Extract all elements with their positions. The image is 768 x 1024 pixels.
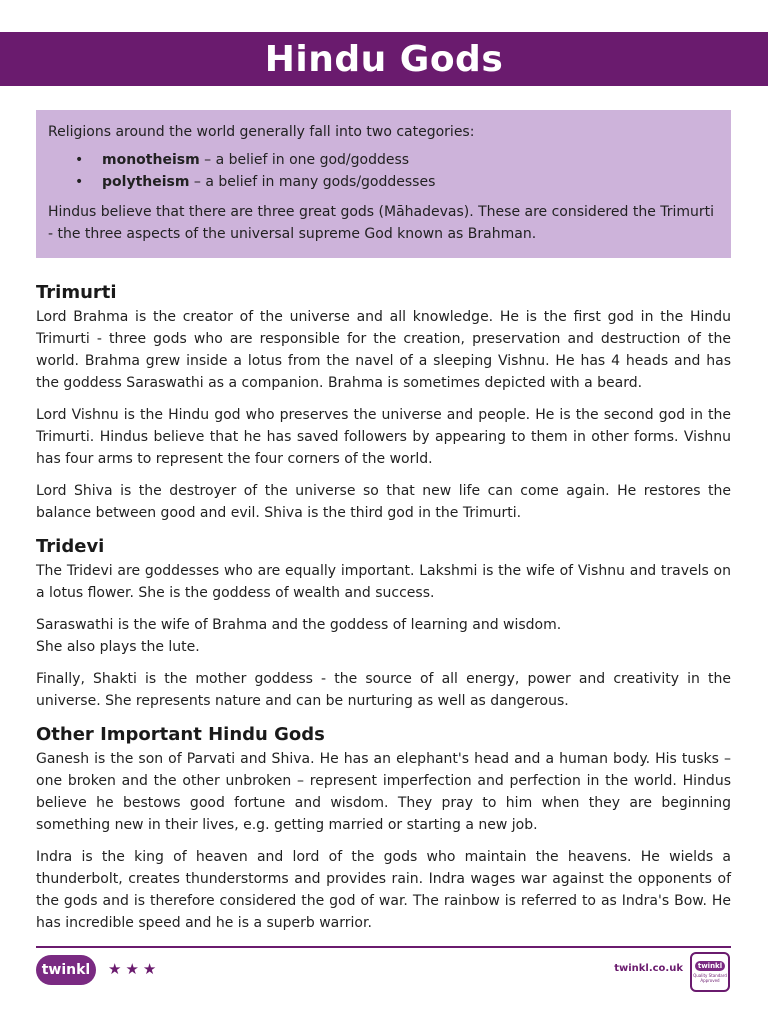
footer-divider — [36, 946, 731, 948]
paragraph-vishnu: Lord Vishnu is the Hindu god who preserves the universe and people. He is the second god in the Trimurti. Hindus believe that he has saved followers by appearing to them in other forms. Vishnu has four arms to represent the four corners of the world. — [36, 407, 731, 467]
page-title: Hindu Gods — [264, 38, 504, 80]
intro-lead: Religions around the world generally fall into two categories: — [48, 124, 475, 140]
paragraph-lakshmi: The Tridevi are goddesses who are equally important. Lakshmi is the wife of Vishnu and travels on a lotus flower. She is the goddess of wealth and success. — [36, 563, 731, 601]
star-icon: ★ — [108, 960, 122, 978]
badge-logo: twinkl — [695, 961, 725, 971]
twinkl-logo[interactable]: twinkl — [36, 955, 96, 985]
star-icon: ★ — [142, 960, 157, 978]
section-heading-tridevi: Tridevi — [36, 536, 105, 557]
intro-box — [36, 110, 731, 258]
definition-monotheism: – a belief in one god/goddess — [199, 152, 410, 168]
paragraph-ganesh: Ganesh is the son of Parvati and Shiva. He has an elephant's head and a human body. His tusks – one broken and the other unbroken – represent imperfection and perfection in the world. Hindus believe he bestows good fortune and wisdom. They pray to him when they are beginning something new in their lives, e.g. getting married or starting a new job. — [36, 751, 731, 833]
paragraph-saraswathi-lute: She also plays the lute. — [36, 639, 200, 655]
badge-caption: Quality Standard Approved — [693, 973, 727, 983]
difficulty-stars — [108, 960, 156, 978]
section-heading-trimurti: Trimurti — [36, 282, 117, 303]
term-polytheism: polytheism — [102, 174, 190, 190]
paragraph-brahma: Lord Brahma is the creator of the universe and all knowledge. He is the first god in the Hindu Trimurti - three gods who are responsible for the creation, preservation and destruction of the world. Brahma grew inside a lotus from the navel of a sleeping Vishnu. He has 4 heads and has the goddess Saraswathi as a companion. Brahma is sometimes depicted with a beard. — [36, 309, 731, 391]
list-item — [102, 149, 719, 171]
list-item — [102, 171, 719, 193]
term-monotheism: monotheism — [102, 152, 200, 168]
intro-summary: Hindus believe that there are three great gods (Māhadevas). These are considered the Trimurti - the three aspects of the universal supreme God known as Brahman. — [48, 204, 715, 242]
paragraph-shakti: Finally, Shakti is the mother goddess - the source of all energy, power and creativity in the universe. She represents nature and can be nurturing as well as dangerous. — [36, 671, 731, 709]
paragraph-indra: Indra is the king of heaven and lord of the gods who maintain the heavens. He wields a thunderbolt, creates thunderstorms and provides rain. Indra wages war against the opponents of the gods and is therefore considered the god of war. The rainbow is referred to as Indra's Bow. He has incredible speed and he is a superb warrior. — [36, 849, 731, 931]
star-icon: ★ — [125, 960, 139, 978]
section-heading-other-gods: Other Important Hindu Gods — [36, 724, 325, 745]
paragraph-shiva: Lord Shiva is the destroyer of the universe so that new life can come again. He restores the balance between good and evil. Shiva is the third god in the Trimurti. — [36, 483, 731, 521]
definition-polytheism: – a belief in many gods/goddesses — [189, 174, 436, 190]
category-list — [48, 149, 719, 193]
quality-badge — [690, 952, 730, 992]
main-content — [36, 280, 731, 944]
paragraph-saraswathi: Saraswathi is the wife of Brahma and the goddess of learning and wisdom. — [36, 617, 562, 633]
website-link[interactable]: twinkl.co.uk — [614, 963, 683, 974]
title-banner — [0, 32, 768, 86]
